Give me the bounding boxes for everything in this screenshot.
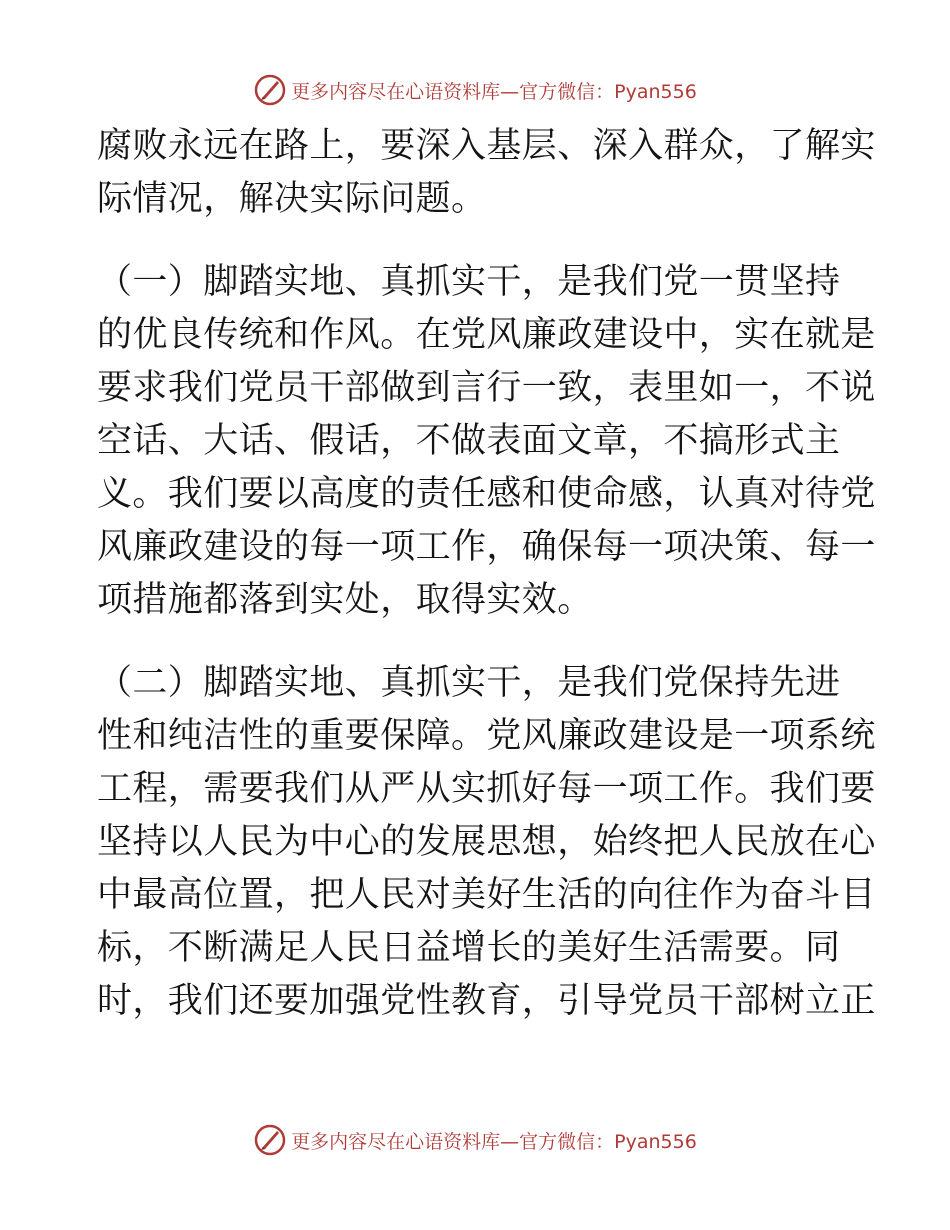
header-watermark — [0, 70, 950, 110]
text-line: 工程，需要我们从严从实抓好每一项工作。我们要 — [97, 769, 876, 809]
text-line: （一）脚踏实地、真抓实干，是我们党一贯坚持 — [97, 262, 841, 302]
paragraph — [97, 120, 876, 226]
text-line: 要求我们党员干部做到言行一致，表里如一，不说 — [97, 368, 876, 408]
text-line: 义。我们要以高度的责任感和使命感，认真对待党 — [97, 474, 876, 514]
text-line: 的优良传统和作风。在党风廉政建设中，实在就是 — [97, 315, 876, 355]
text-line: 风廉政建设的每一项工作，确保每一项决策、每一 — [97, 527, 876, 567]
text-line: 项措施都落到实处，取得实效。 — [97, 580, 593, 620]
text-line: 坚持以人民为中心的发展思想，始终把人民放在心 — [97, 822, 876, 862]
footer-watermark — [0, 1120, 950, 1160]
document-body — [97, 120, 876, 1028]
text-line: 性和纯洁性的重要保障。党风廉政建设是一项系统 — [97, 716, 876, 756]
text-line: 腐败永远在路上，要深入基层、深入群众，了解实 — [97, 126, 876, 166]
paragraph — [97, 256, 876, 627]
text-line: 际情况，解决实际问题。 — [97, 179, 487, 219]
text-line: 标，不断满足人民日益增长的美好生活需要。同 — [97, 928, 841, 968]
text-line: 空话、大话、假话，不做表面文章，不搞形式主 — [97, 421, 841, 461]
quill-logo-icon — [253, 1123, 287, 1157]
footer-watermark-text: 更多内容尽在心语资料库—官方微信：Pyan556 — [291, 1130, 697, 1153]
text-line: （二）脚踏实地、真抓实干，是我们党保持先进 — [97, 663, 841, 703]
header-watermark-text: 更多内容尽在心语资料库—官方微信：Pyan556 — [291, 80, 697, 103]
text-line: 时，我们还要加强党性教育，引导党员干部树立正 — [97, 981, 876, 1021]
quill-logo-icon — [253, 73, 287, 107]
text-line: 中最高位置，把人民对美好生活的向往作为奋斗目 — [97, 875, 876, 915]
paragraph — [97, 657, 876, 1028]
